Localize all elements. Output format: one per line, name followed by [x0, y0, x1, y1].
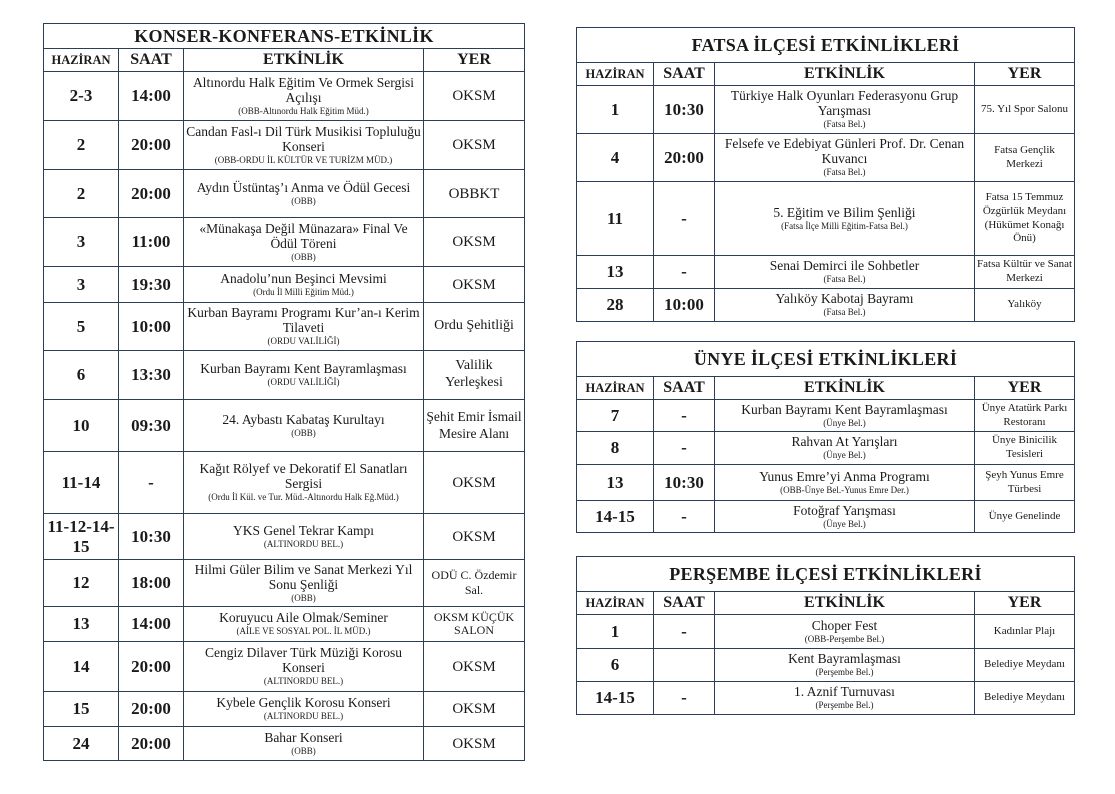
event-place: OKSM: [424, 218, 525, 267]
event-cell: [715, 86, 975, 134]
event-date: 11: [577, 182, 654, 256]
event-name: Kurban Bayramı Programı Kur’an-ı Kerim Tilaveti: [187, 305, 420, 336]
event-organizer: (ALTINORDU BEL.): [263, 676, 344, 687]
event-name: Rahvan At Yarışları: [791, 434, 898, 450]
event-date: 2: [44, 121, 119, 170]
event-cell: [184, 121, 424, 170]
event-date: 3: [44, 267, 119, 303]
event-organizer: (OBB-ORDU İL KÜLTÜR VE TURİZM MÜD.): [214, 154, 393, 165]
event-place: OKSM: [424, 692, 525, 727]
event-cell: [184, 351, 424, 400]
event-name: Kağıt Rölyef ve Dekoratif El Sanatları Sergisi: [199, 461, 408, 492]
event-cell: [184, 560, 424, 607]
table-row: [44, 607, 525, 642]
table-row: [44, 452, 525, 514]
event-date: 14-15: [577, 501, 654, 533]
event-place: Fatsa Gençlik Merkezi: [975, 134, 1075, 182]
event-name: Kybele Gençlik Korosu Konseri: [216, 695, 391, 711]
table-title: ÜNYE İLÇESİ ETKİNLİKLERİ: [577, 342, 1075, 377]
event-cell: [184, 267, 424, 303]
event-organizer: (Ünye Bel.): [823, 518, 866, 529]
event-place: OKSM: [424, 267, 525, 303]
table-title: PERŞEMBE İLÇESİ ETKİNLİKLERİ: [577, 557, 1075, 592]
table-row: [44, 400, 525, 452]
header-time: SAAT: [119, 49, 184, 72]
event-organizer: (Ünye Bel.): [823, 450, 866, 461]
event-date: 8: [577, 432, 654, 465]
event-organizer: (ALTINORDU BEL.): [263, 538, 344, 549]
table-row: [44, 303, 525, 351]
event-date: 1: [577, 86, 654, 134]
table-row: [44, 72, 525, 121]
event-date: 6: [44, 351, 119, 400]
event-organizer: (OBB): [291, 427, 316, 438]
event-place: ODÜ C. Özdemir Sal.: [424, 560, 525, 607]
header-date: HAZİRAN: [577, 377, 654, 400]
event-date: 14: [44, 642, 119, 692]
event-place: Ünye Binicilik Tesisleri: [975, 432, 1075, 465]
header-place: YER: [424, 49, 525, 72]
table-row: [577, 182, 1075, 256]
table-row: [577, 649, 1075, 682]
event-name: Senai Demirci ile Sohbetler: [769, 258, 920, 274]
event-name: Bahar Konseri: [264, 729, 343, 745]
event-organizer: (Ordu İl Milli Eğitim Müd.): [253, 286, 354, 297]
event-place: 75. Yıl Spor Salonu: [975, 86, 1075, 134]
event-place: Ünye Atatürk Parkı Restoranı: [975, 400, 1075, 432]
event-time: 13:30: [119, 351, 184, 400]
header-date: HAZİRAN: [577, 63, 654, 86]
event-name: Felsefe ve Edebiyat Günleri Prof. Dr. Cenan Kuvancı: [724, 136, 965, 167]
header-place: YER: [975, 377, 1075, 400]
event-name: Kurban Bayramı Kent Bayramlaşması: [200, 361, 407, 377]
event-cell: [184, 170, 424, 218]
event-name: Kent Bayramlaşması: [788, 651, 901, 667]
event-place: OKSM: [424, 121, 525, 170]
event-organizer: (OBB): [291, 195, 316, 206]
event-name: Koruyucu Aile Olmak/Seminer: [219, 610, 388, 626]
event-time: 20:00: [119, 170, 184, 218]
event-date: 11-14: [44, 452, 119, 514]
event-time: 10:00: [654, 289, 715, 322]
event-date: 13: [577, 465, 654, 501]
event-cell: [715, 615, 975, 649]
event-name: 24. Aybastı Kabataş Kurultayı: [222, 411, 385, 427]
event-organizer: (OBB): [291, 251, 316, 262]
header-time: SAAT: [654, 377, 715, 400]
event-place: Fatsa 15 Temmuz Özgürlük Meydanı (Hükümet Konağı Önü): [975, 182, 1075, 256]
event-time: 20:00: [119, 692, 184, 727]
main-events-table: [43, 23, 525, 761]
event-time: -: [654, 615, 715, 649]
event-name: Hilmi Güler Bilim ve Sanat Merkezi Yıl Sonu Şenliği: [194, 561, 413, 592]
event-organizer: (Fatsa Bel.): [823, 119, 866, 130]
event-name: «Münakaşa Değil Münazara» Final Ve Ödül Töreni: [199, 220, 408, 251]
event-time: -: [654, 256, 715, 289]
event-date: 4: [577, 134, 654, 182]
event-name: Kurban Bayramı Kent Bayramlaşması: [741, 401, 948, 417]
event-cell: [715, 649, 975, 682]
event-cell: [715, 465, 975, 501]
event-cell: [715, 400, 975, 432]
event-cell: [715, 182, 975, 256]
event-cell: [715, 501, 975, 533]
header-place: YER: [975, 592, 1075, 615]
event-cell: [184, 642, 424, 692]
event-date: 5: [44, 303, 119, 351]
table-row: [577, 682, 1075, 715]
event-time: -: [654, 400, 715, 432]
event-cell: [184, 303, 424, 351]
event-cell: [715, 432, 975, 465]
table-title: KONSER-KONFERANS-ETKİNLİK: [44, 24, 525, 49]
event-time: -: [654, 682, 715, 715]
table-row: [44, 727, 525, 761]
event-cell: [184, 514, 424, 560]
event-date: 7: [577, 400, 654, 432]
event-cell: [184, 727, 424, 761]
event-place: Kadınlar Plajı: [975, 615, 1075, 649]
event-time: 20:00: [119, 727, 184, 761]
event-place: OKSM: [424, 72, 525, 121]
event-place: Ünye Genelinde: [975, 501, 1075, 533]
event-place: Ordu Şehitliği: [424, 303, 525, 351]
event-time: 09:30: [119, 400, 184, 452]
event-organizer: (Ünye Bel.): [823, 417, 866, 428]
table-row: [44, 642, 525, 692]
event-time: 20:00: [654, 134, 715, 182]
event-place: OKSM KÜÇÜK SALON: [424, 607, 525, 642]
event-time: 20:00: [119, 121, 184, 170]
event-time: -: [654, 182, 715, 256]
header-event: ETKİNLİK: [715, 377, 975, 400]
event-time: 10:00: [119, 303, 184, 351]
event-organizer: (Fatsa Bel.): [823, 307, 866, 318]
event-place: OKSM: [424, 727, 525, 761]
event-name: 5. Eğitim ve Bilim Şenliği: [773, 204, 916, 220]
table-row: [577, 501, 1075, 533]
event-date: 10: [44, 400, 119, 452]
event-cell: [184, 218, 424, 267]
event-cell: [715, 134, 975, 182]
event-date: 14-15: [577, 682, 654, 715]
event-date: 2: [44, 170, 119, 218]
header-date: HAZİRAN: [44, 49, 119, 72]
event-place: Şehit Emir İsmail Mesire Alanı: [424, 400, 525, 452]
event-name: Aydın Üstüntaş’ı Anma ve Ödül Gecesi: [196, 179, 411, 195]
event-place: Yalıköy: [975, 289, 1075, 322]
header-event: ETKİNLİK: [184, 49, 424, 72]
event-name: Türkiye Halk Oyunları Federasyonu Grup Yarışması: [730, 88, 959, 119]
table-row: [44, 170, 525, 218]
table-row: [44, 121, 525, 170]
event-time: 11:00: [119, 218, 184, 267]
event-time: -: [654, 432, 715, 465]
table-row: [577, 400, 1075, 432]
event-cell: [184, 607, 424, 642]
event-name: Yunus Emre’yi Anma Programı: [759, 468, 930, 484]
table-row: [577, 615, 1075, 649]
event-cell: [184, 692, 424, 727]
header-time: SAAT: [654, 63, 715, 86]
event-time: -: [654, 501, 715, 533]
event-time: 14:00: [119, 607, 184, 642]
event-organizer: (Perşembe Bel.): [815, 667, 874, 678]
table-row: [577, 256, 1075, 289]
event-organizer: (Fatsa Bel.): [823, 274, 866, 285]
event-date: 15: [44, 692, 119, 727]
event-date: 13: [577, 256, 654, 289]
table-row: [44, 514, 525, 560]
event-time: -: [119, 452, 184, 514]
event-time: 20:00: [119, 642, 184, 692]
event-time: [654, 649, 715, 682]
event-name: Altınordu Halk Eğitim Ve Ormek Sergisi Açılışı: [192, 74, 415, 105]
event-time: 18:00: [119, 560, 184, 607]
table-row: [44, 218, 525, 267]
event-place: Fatsa Kültür ve Sanat Merkezi: [975, 256, 1075, 289]
table-row: [44, 560, 525, 607]
table-row: [44, 351, 525, 400]
event-place: Belediye Meydanı: [975, 649, 1075, 682]
event-organizer: (Fatsa Bel.): [823, 167, 866, 178]
event-name: Choper Fest: [811, 617, 878, 633]
event-place: Şeyh Yunus Emre Türbesi: [975, 465, 1075, 501]
event-place: OKSM: [424, 642, 525, 692]
header-event: ETKİNLİK: [715, 592, 975, 615]
event-date: 28: [577, 289, 654, 322]
header-event: ETKİNLİK: [715, 63, 975, 86]
event-cell: [184, 452, 424, 514]
event-date: 3: [44, 218, 119, 267]
event-organizer: (OBB-Altınordu Halk Eğitim Müd.): [238, 105, 369, 116]
event-date: 2-3: [44, 72, 119, 121]
event-organizer: (OBB): [291, 745, 316, 756]
event-organizer: (Ordu İl Kül. ve Tur. Müd.-Altınordu Halk Eğ.Müd.): [208, 492, 399, 503]
event-cell: [184, 72, 424, 121]
fatsa-events-table: [576, 27, 1075, 322]
event-time: 10:30: [654, 465, 715, 501]
table-row: [44, 267, 525, 303]
event-date: 24: [44, 727, 119, 761]
event-date: 13: [44, 607, 119, 642]
event-place: Belediye Meydanı: [975, 682, 1075, 715]
table-row: [577, 432, 1075, 465]
event-date: 12: [44, 560, 119, 607]
event-date: 1: [577, 615, 654, 649]
event-organizer: (ORDU VALİLİĞİ): [267, 336, 340, 347]
event-organizer: (ORDU VALİLİĞİ): [267, 377, 340, 388]
event-place: OBBKT: [424, 170, 525, 218]
event-date: 6: [577, 649, 654, 682]
table-row: [44, 692, 525, 727]
event-time: 10:30: [119, 514, 184, 560]
event-organizer: (Fatsa İlçe Milli Eğitim-Fatsa Bel.): [781, 220, 908, 231]
event-cell: [184, 400, 424, 452]
event-cell: [715, 682, 975, 715]
header-time: SAAT: [654, 592, 715, 615]
event-organizer: (Perşembe Bel.): [815, 700, 874, 711]
table-row: [577, 289, 1075, 322]
event-name: Anadolu’nun Beşinci Mevsimi: [220, 270, 387, 286]
event-name: Cengiz Dilaver Türk Müziği Korosu Konseri: [205, 645, 402, 676]
table-title: FATSA İLÇESİ ETKİNLİKLERİ: [577, 28, 1075, 63]
event-name: YKS Genel Tekrar Kampı: [233, 522, 374, 538]
event-place: Valilik Yerleşkesi: [424, 351, 525, 400]
event-cell: [715, 256, 975, 289]
event-place: OKSM: [424, 514, 525, 560]
event-name: Fotoğraf Yarışması: [793, 502, 896, 518]
event-name: Candan Fasl-ı Dil Türk Musikisi Topluluğu Konseri: [186, 123, 421, 154]
persembe-events-table: [576, 556, 1075, 715]
event-time: 10:30: [654, 86, 715, 134]
event-date: 11-12-14-15: [44, 514, 119, 560]
table-row: [577, 86, 1075, 134]
header-place: YER: [975, 63, 1075, 86]
event-name: Yalıköy Kabotaj Bayramı: [775, 291, 914, 307]
table-row: [577, 465, 1075, 501]
table-row: [577, 134, 1075, 182]
event-name: 1. Aznif Turnuvası: [794, 684, 895, 700]
event-organizer: (AİLE VE SOSYAL POL. İL MÜD.): [236, 626, 371, 637]
header-date: HAZİRAN: [577, 592, 654, 615]
event-place: OKSM: [424, 452, 525, 514]
event-organizer: (ALTINORDU BEL.): [263, 711, 344, 722]
event-time: 19:30: [119, 267, 184, 303]
unye-events-table: [576, 341, 1075, 533]
event-organizer: (OBB-Perşembe Bel.): [804, 633, 885, 644]
event-organizer: (OBB): [291, 592, 316, 603]
event-organizer: (OBB-Ünye Bel.-Yunus Emre Der.): [780, 484, 909, 495]
event-cell: [715, 289, 975, 322]
event-time: 14:00: [119, 72, 184, 121]
